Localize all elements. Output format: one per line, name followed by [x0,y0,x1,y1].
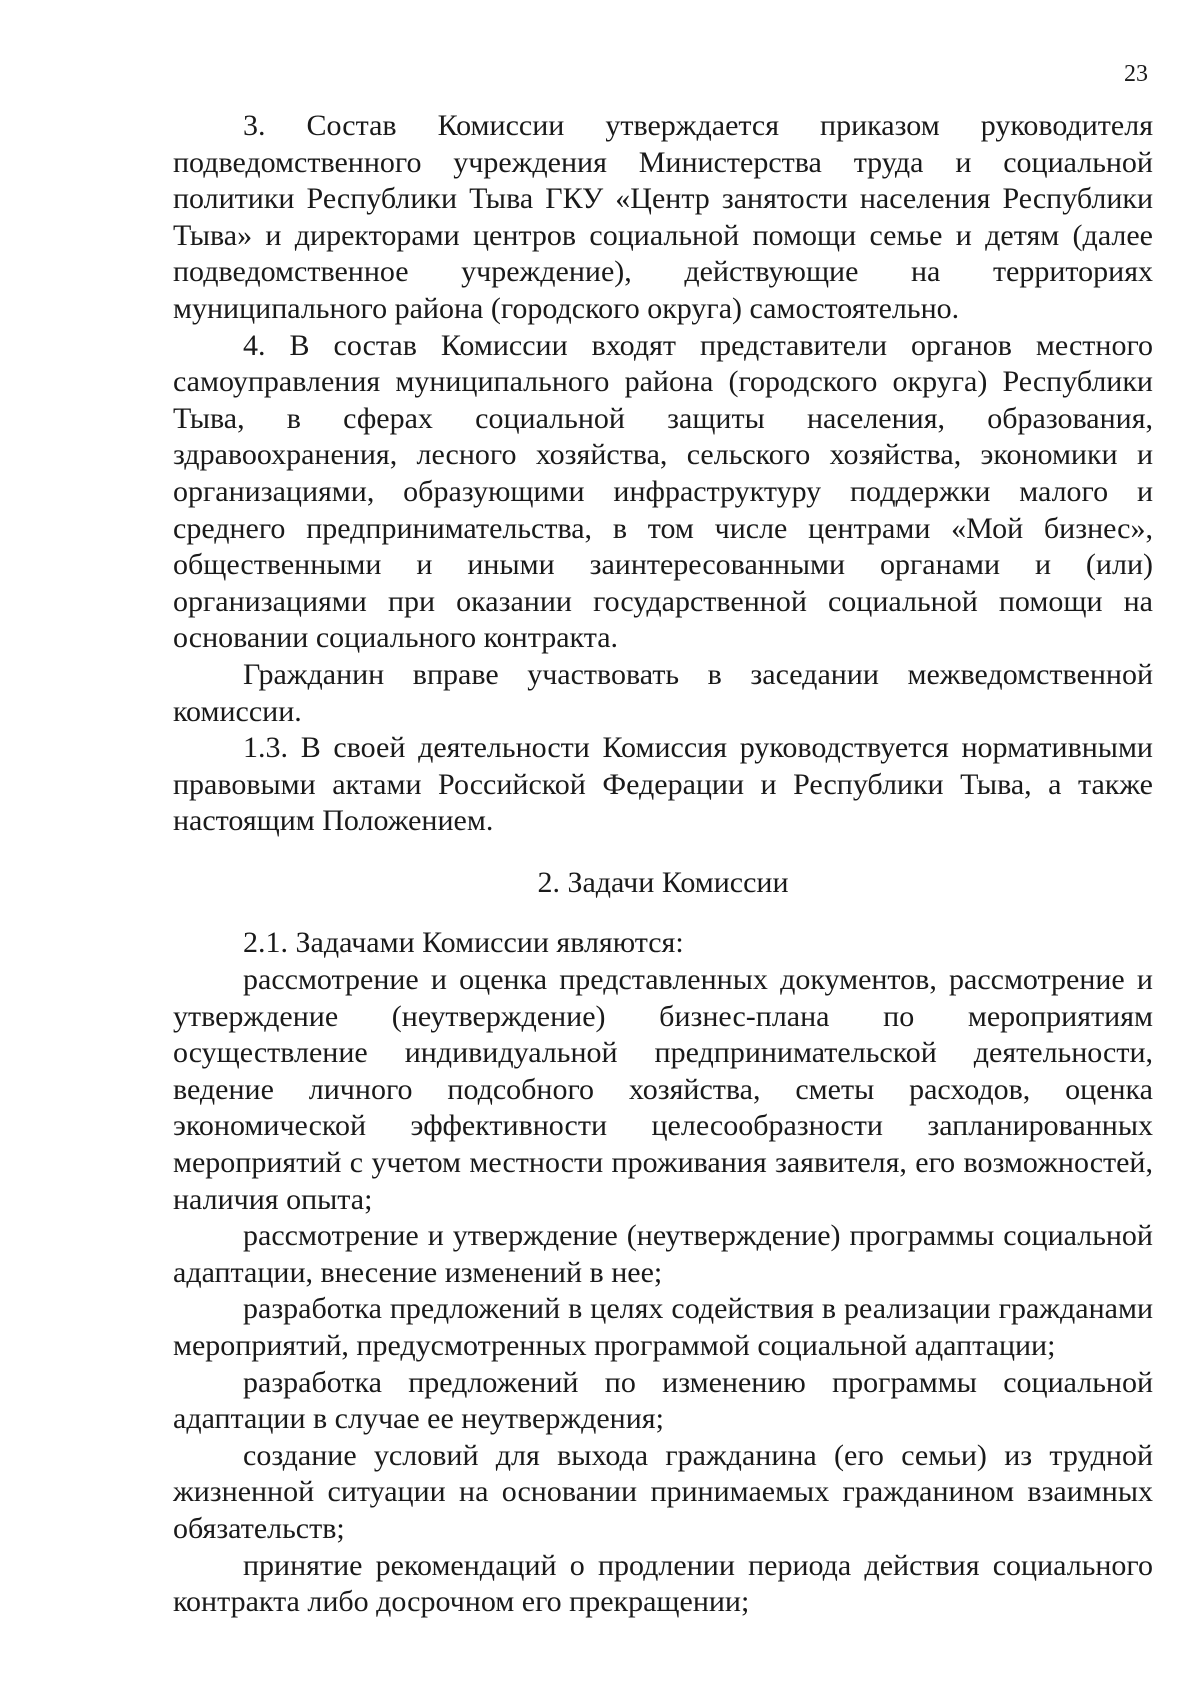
task-item: разработка предложений по изменению программы социальной адаптации в случае ее неутверждения; [173,1365,1153,1436]
task-item: принятие рекомендаций о продлении периода действия социального контракта либо досрочном его прекращении; [173,1548,1153,1619]
paragraph-citizen-participation: Гражданин вправе участвовать в заседании межведомственной комиссии. [173,657,1153,728]
paragraph-commission-composition-approval: 3. Состав Комиссии утверждается приказом руководителя подведомственного учреждения Министерства труда и социальной политики Республики Тыва ГКУ «Центр занятости населения Республики Тыва» и директорами центров социальной помощи семье и детям (далее подведомственное учреждение), действующие на территориях муниципального района (городского округа) самостоятельно. [173,109,1153,325]
task-item: рассмотрение и утверждение (неутверждение) программы социальной адаптации, внесение изменений в нее; [173,1219,1153,1289]
paragraph-commission-members: 4. В состав Комиссии входят представители органов местного самоуправления муниципального района (городского округа) Республики Тыва, в сферах социальной защиты населения, образования, здравоохранения, лесного хозяйства, сельского хозяйства, экономики и организациями, образующими инфраструктуру поддержки малого и среднего предпринимательства, в том числе центрами «Мой бизнес», общественными и иными заинтересованными органами и (или) организациями при оказании государственной социальной помощи на основании социального контракта. [173,328,1153,655]
task-item: создание условий для выхода гражданина (его семьи) из трудной жизненной ситуации на основании принимаемых гражданином взаимных обязательств; [173,1438,1153,1545]
document-body [173,108,1153,1621]
page-number: 23 [1124,61,1148,87]
paragraph-tasks-intro: 2.1. Задачами Комиссии являются: [243,926,684,960]
task-item: рассмотрение и оценка представленных документов, рассмотрение и утверждение (неутверждение) бизнес-плана по мероприятиям осуществление индивидуальной предпринимательской деятельности, ведение личного подсобного хозяйства, сметы расходов, оценка экономической эффективности целесообразности запланированных мероприятий с учетом местности проживания заявителя, его возможностей, наличия опыта; [173,963,1153,1216]
task-item: разработка предложений в целях содействия в реализации гражданами мероприятий, предусмотренных программой социальной адаптации; [173,1292,1153,1362]
section-heading-tasks: 2. Задачи Комиссии [537,865,789,899]
paragraph-legal-basis: 1.3. В своей деятельности Комиссия руководствуется нормативными правовыми актами Российской Федерации и Республики Тыва, а также настоящим Положением. [173,731,1153,838]
